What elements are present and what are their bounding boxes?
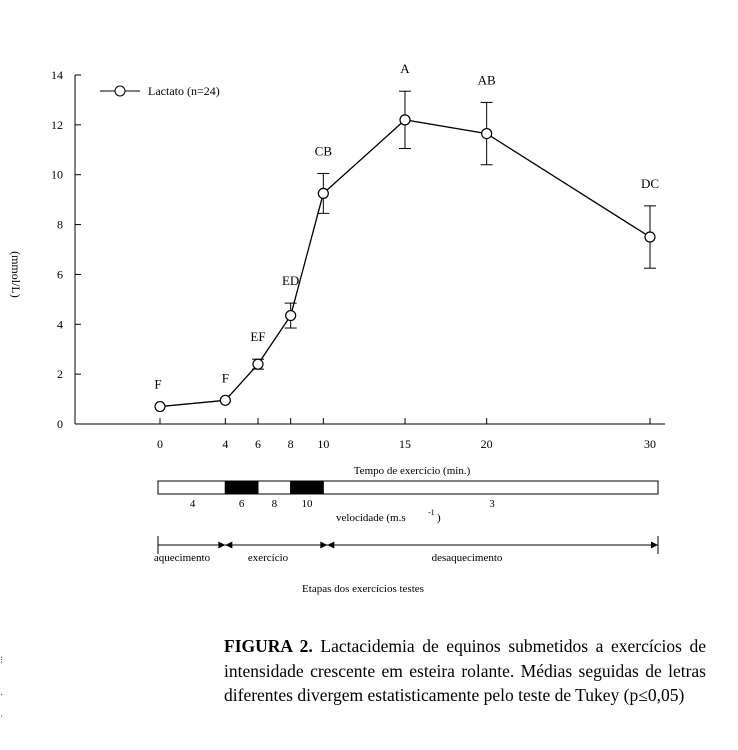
chart-marks [100,61,659,411]
data-point [645,232,655,242]
stage-arrowhead [327,542,334,549]
x-tick-label: 4 [222,437,229,451]
x-tick-label: 20 [480,437,493,451]
caption-text: Lactacidemia de equinos submetidos a exercícios de intensidade crescente em esteira rolante. Médias seguidas de letras diferentes divergem estatisticamente pelo teste de Tukey (p≤0,05) [224,636,707,705]
series-line [160,120,650,407]
x-tick-label: 10 [317,437,330,451]
stages-title: Etapas dos exercícios testes [302,583,424,595]
y-tick-label: 2 [57,367,63,382]
significance-letter: AB [477,72,496,88]
data-point [155,402,165,412]
legend-marker [115,86,125,96]
y-tick-label: 10 [51,167,63,182]
x-tick-label: 6 [255,437,261,451]
significance-letter: EF [250,329,266,345]
stage-label: aquecimento [153,552,211,564]
legend-label: Lactato (n=24) [148,84,220,98]
edge-fragment: · [0,712,4,723]
stage-arrowhead [218,542,225,549]
y-tick-label: 6 [57,267,63,282]
x-tick-label: 30 [644,437,656,451]
velocity-segment [291,481,324,494]
data-point [253,359,263,369]
velocity-segment-label: 10 [301,498,313,510]
edge-fragment: · [0,690,4,701]
x-axis-label: Tempo de exercício (min.) [353,465,471,477]
velocity-label: velocidade (m.s [336,512,406,524]
stage-label: desaquecimento [431,552,503,564]
data-point [482,129,492,139]
axes [9,68,665,477]
x-tick-label: 8 [287,437,294,451]
data-point [220,395,230,405]
x-tick-label: 0 [157,437,163,451]
stage-arrowhead [225,542,232,549]
y-axis-label: (mmol/L) [9,251,23,298]
velocity-segment [323,481,658,494]
y-tick-label: 8 [57,217,63,232]
velocity-segment [158,481,225,494]
data-point [286,311,296,321]
significance-letter: CB [314,143,333,159]
velocity-segment-label: 4 [189,498,196,510]
significance-letter: ED [281,273,300,289]
significance-letter: F [154,376,162,392]
velocity-exponent: -1 [428,508,435,517]
velocity-segment-label: 3 [489,498,495,510]
edge-fragment: ⁝ [0,655,4,666]
significance-letter: A [400,61,410,77]
y-tick-label: 0 [57,417,63,431]
velocity-segment [258,481,291,494]
x-tick-label: 15 [399,437,411,451]
stage-arrowhead [651,542,658,549]
timeline-annotations [154,481,658,595]
significance-letter: F [221,370,229,386]
significance-letter: DC [640,175,660,191]
y-tick-label: 14 [51,68,63,82]
velocity-close: ) [437,512,441,524]
stage-arrowhead [320,542,327,549]
y-tick-label: 4 [57,317,63,332]
caption-label: FIGURA 2. [224,636,313,656]
figure-caption [224,634,706,708]
velocity-segment [225,481,258,494]
velocity-segment-label: 8 [271,498,278,510]
stage-label: exercício [247,552,289,564]
data-point [400,115,410,125]
y-tick-label: 12 [51,117,63,132]
velocity-segment-label: 6 [238,498,245,510]
data-point [318,188,328,198]
